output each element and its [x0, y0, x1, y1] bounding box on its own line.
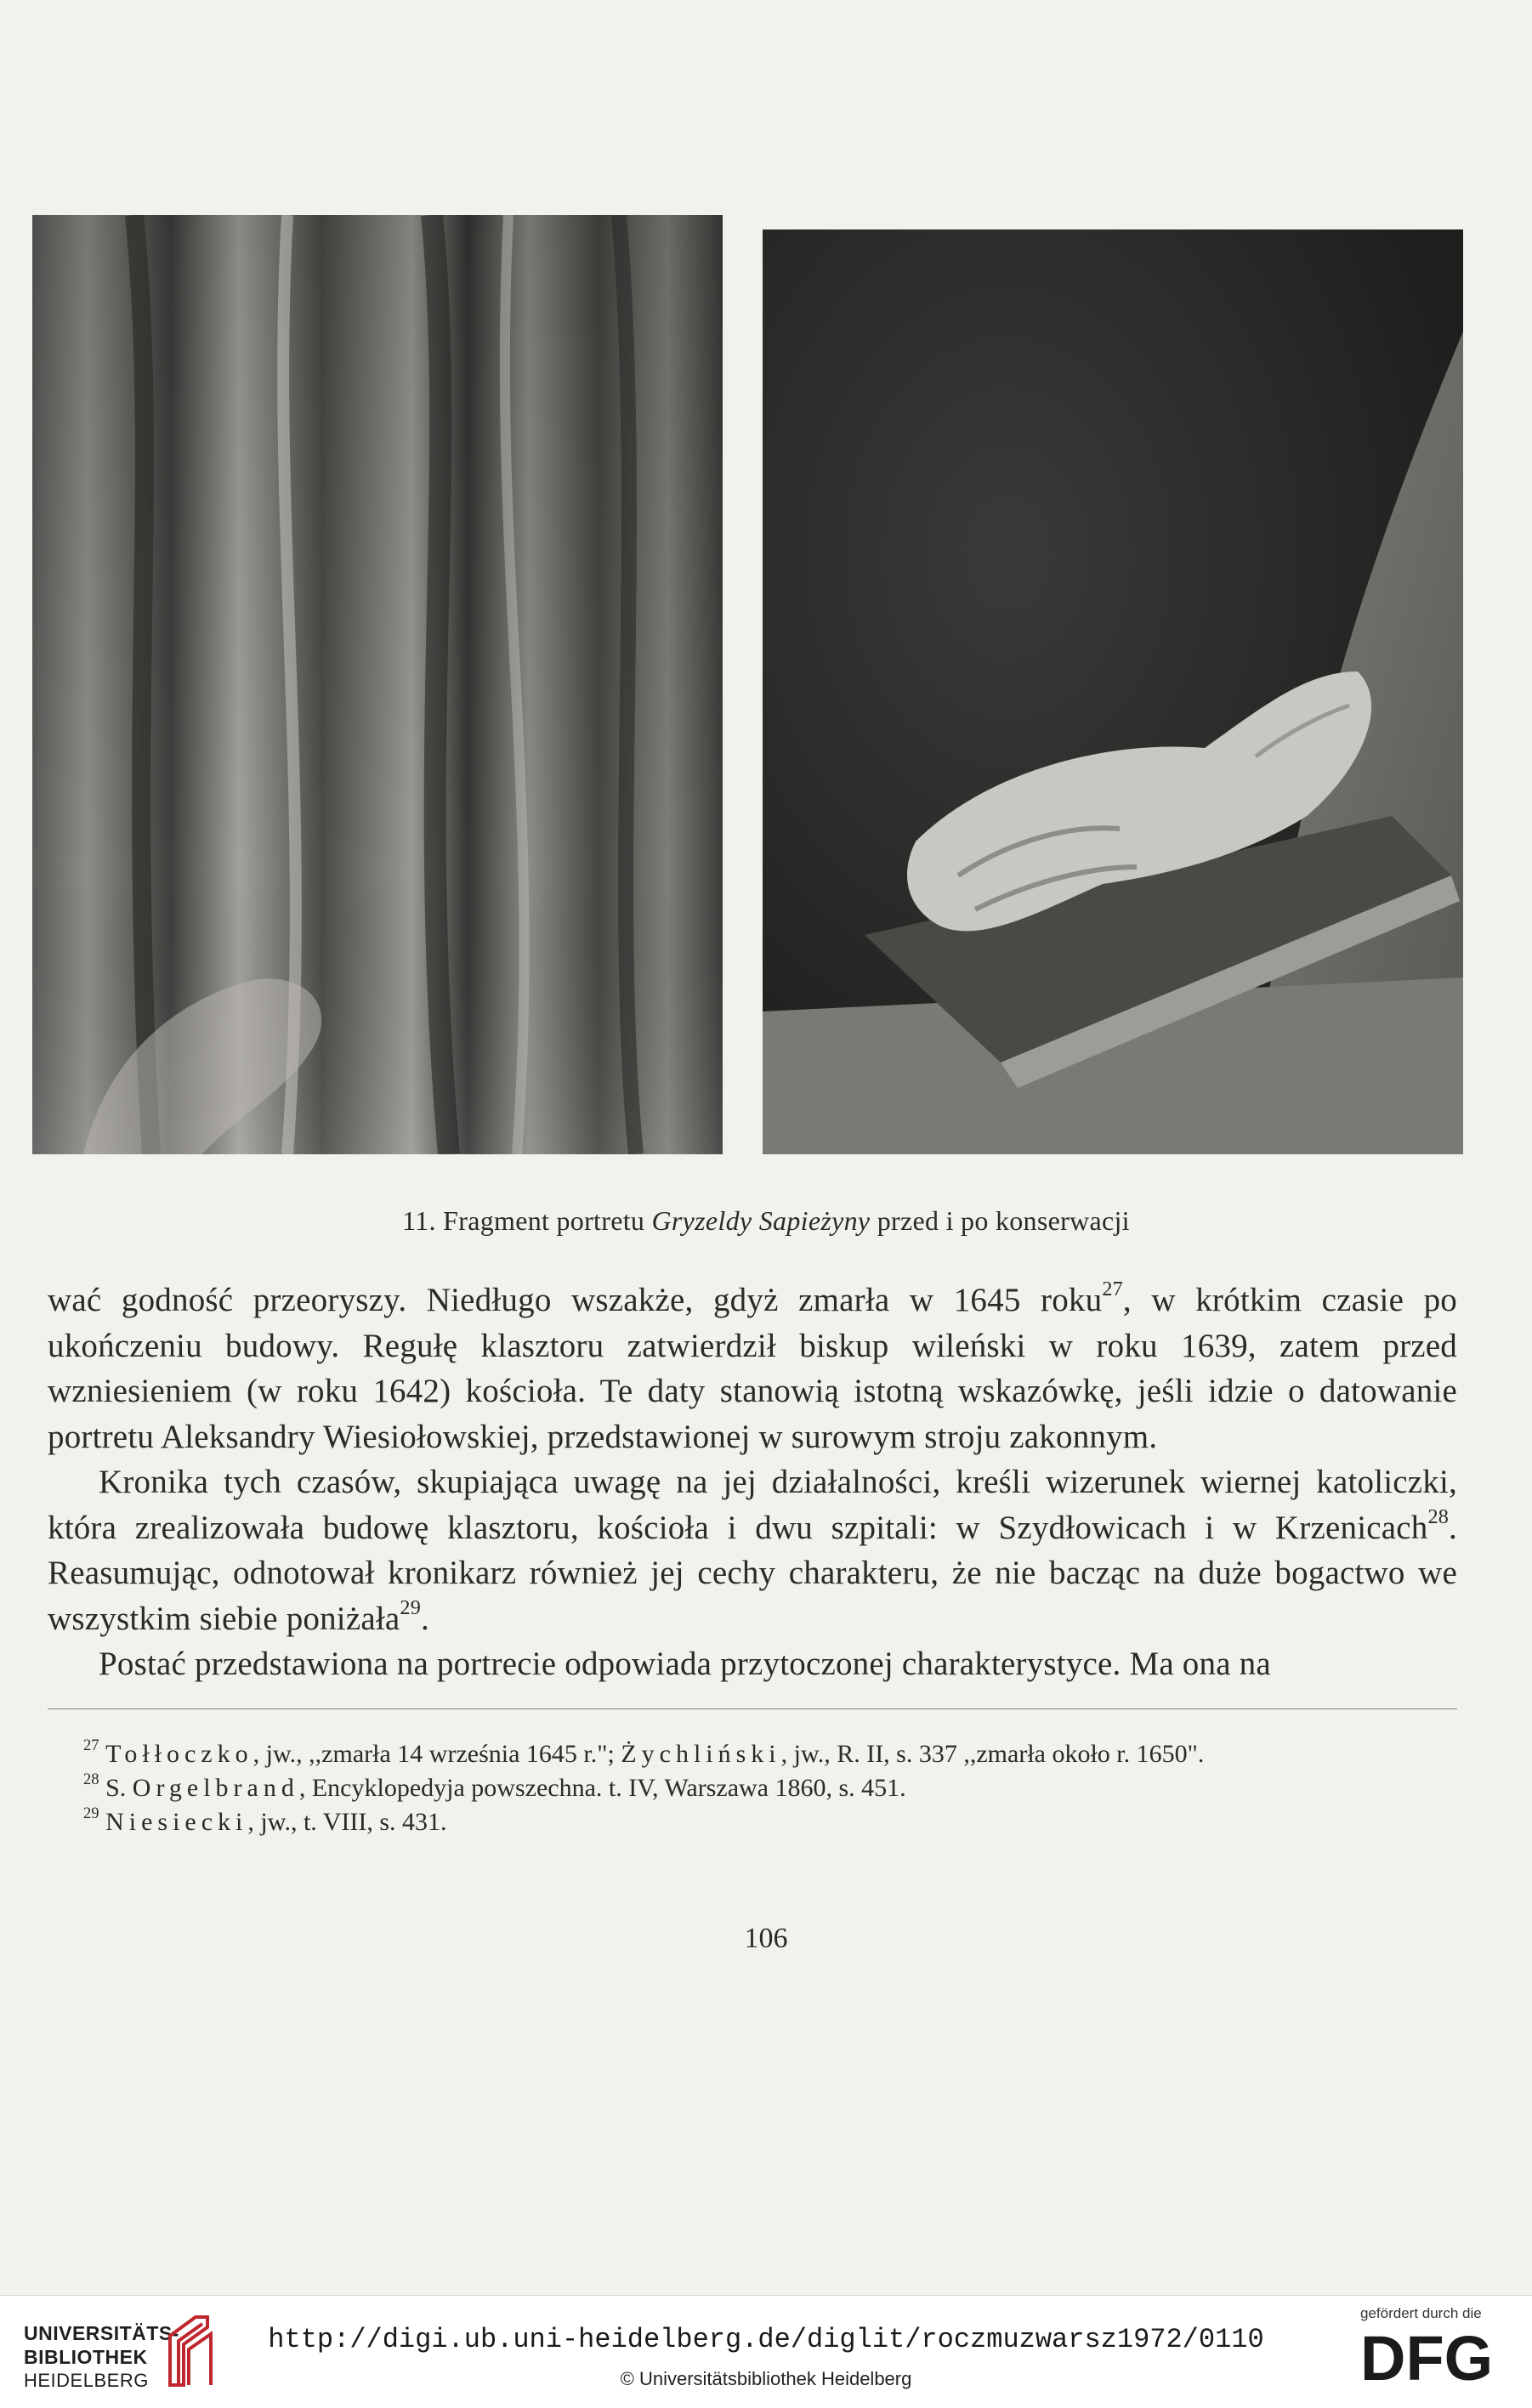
library-name-line-3: HEIDELBERG [24, 2370, 149, 2391]
caption-text-before: Fragment portretu [443, 1205, 645, 1236]
permalink-url[interactable]: http://digi.ub.uni-heidelberg.de/diglit/roczmuzwarsz1972/0110 [268, 2324, 1264, 2355]
author-name: Orgelbrand [132, 1774, 299, 1802]
footnote-number: 29 [83, 1805, 99, 1823]
library-name-line-1: UNIVERSITÄTS- [24, 2322, 179, 2344]
footnote-text: , Encyklopedyja powszechna. t. IV, Warszawa 1860, s. 451. [298, 1774, 906, 1802]
footnote-text: , jw., R. II, s. 337 ,,zmarła około r. 1650". [780, 1740, 1205, 1768]
painting-after-image [763, 229, 1463, 1154]
footnote-separator [48, 1708, 1457, 1709]
caption-italic-title: Gryzeldy Sapieżyny [651, 1205, 871, 1236]
paragraph-2 [48, 1459, 1457, 1641]
footnote-text: , jw., ,,zmarła 14 września 1645 r."; [252, 1740, 621, 1768]
footnote-27 [48, 1737, 1457, 1771]
dfg-logo-icon [1359, 2324, 1512, 2388]
body-text [48, 1278, 1457, 1687]
figure-image-after-conservation [763, 229, 1463, 1154]
figure-number: 11. [402, 1205, 436, 1236]
footnote-28 [48, 1771, 1457, 1805]
paragraph-text: , w krótkim czasie po ukończeniu budowy. Regułę klasztoru zatwierdził biskup wileński w roku 1639, zatem przed wzniesieniem (w roku 1642) kościoła. Te daty stanowią istotną wskazówkę, jeśli idzie o datowanie portretu Aleksandry Wiesiołowskiej, przedstawionej w surowym stroju zakonnym. [48, 1282, 1457, 1455]
footnote-number: 28 [83, 1771, 99, 1789]
footnote-reference: 28 [1427, 1504, 1450, 1528]
paragraph-text: Kronika tych czasów, skupiająca uwagę na jej działalności, kreśli wizerunek wiernej katoliczki, która zrealizowała budowę klasztoru, kościoła i dwu szpitali: w Szydłowicach i w Krzenicach [48, 1464, 1457, 1546]
author-name: Żychliński [621, 1740, 781, 1768]
paragraph-text: . Reasumując, odnotował kronikarz również jej cechy charakteru, że nie bacząc na duże bogactwo we wszystkim siebie poniżała [48, 1509, 1457, 1637]
paragraph-text: . [420, 1600, 429, 1637]
painting-before-image [32, 215, 723, 1154]
footnote-reference: 29 [400, 1595, 421, 1619]
footnote-text: S. [105, 1774, 133, 1802]
page-number: 106 [744, 1923, 788, 1954]
footnotes [48, 1737, 1457, 1839]
footnote-reference: 27 [1102, 1277, 1123, 1300]
paragraph-text: Postać przedstawiona na portrecie odpowiada przytoczonej charakterystyce. Ma ona na [99, 1646, 1271, 1682]
paragraph-3 [48, 1641, 1457, 1687]
paragraph-1 [48, 1278, 1457, 1459]
funding-note: gefördert durch die [1360, 2305, 1482, 2321]
paragraph-text: wać godność przeoryszy. Niedługo wszakże, gdyż zmarła w 1645 roku [48, 1282, 1103, 1318]
footnote-number: 27 [83, 1737, 99, 1755]
dfg-logo-text: DFG [1360, 2324, 1494, 2388]
caption-text-after: przed i po konserwacji [877, 1205, 1130, 1236]
figure-image-before-conservation [32, 215, 723, 1154]
footnote-29 [48, 1805, 1457, 1839]
copyright-notice: © Universitätsbibliothek Heidelberg [620, 2368, 912, 2389]
author-name: Tołłoczko [105, 1740, 253, 1768]
figure-caption [0, 1205, 1532, 1237]
author-name: Niesiecki [105, 1808, 248, 1836]
library-name-line-2: BIBLIOTHEK [24, 2346, 148, 2368]
footnote-text: , jw., t. VIII, s. 431. [247, 1808, 447, 1836]
